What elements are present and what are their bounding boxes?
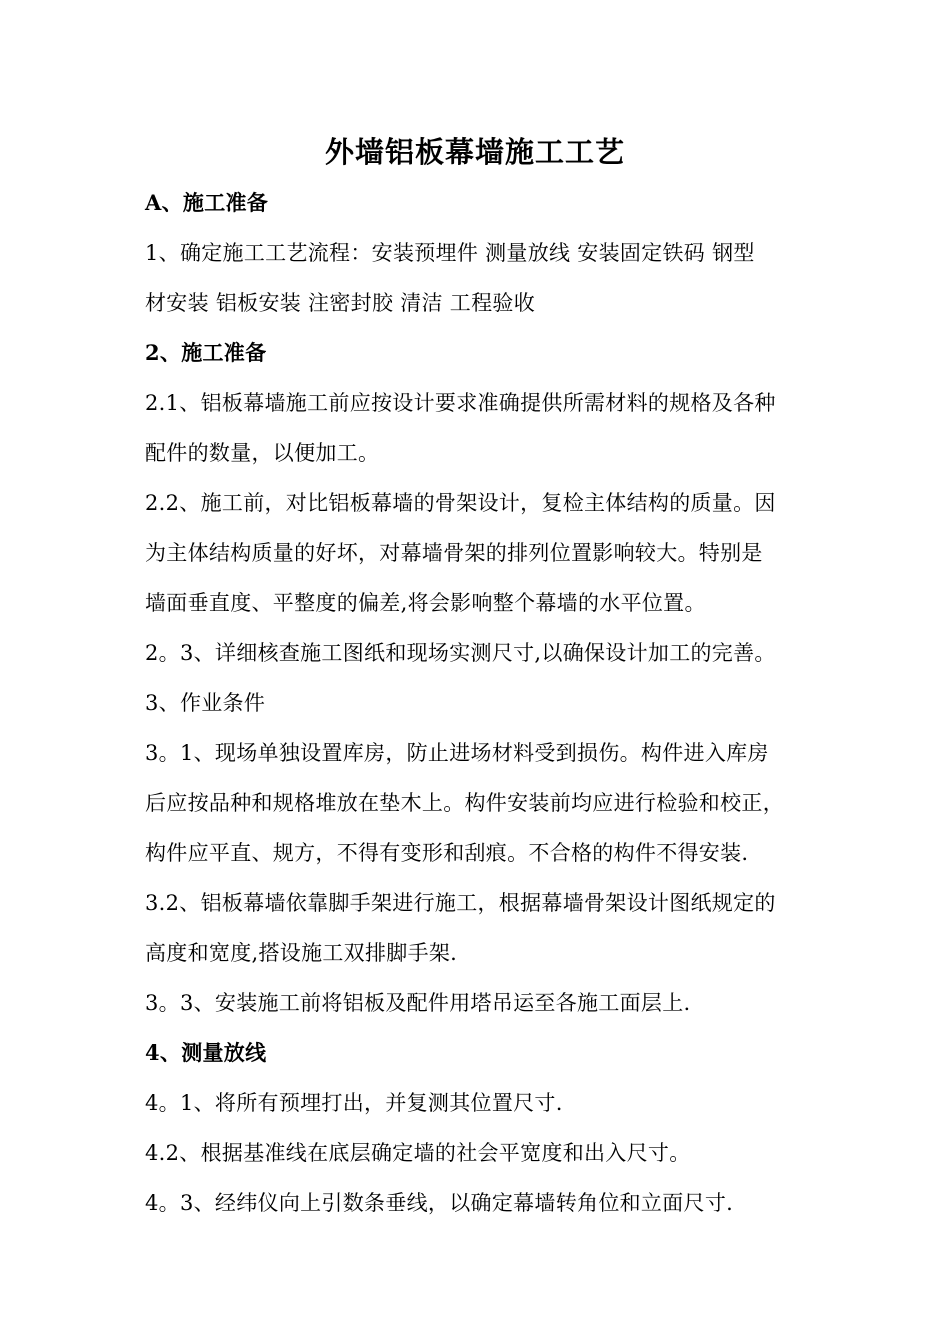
paragraph-line: 2.2、施工前，对比铝板幕墙的骨架设计，复检主体结构的质量。因 [145,491,776,515]
paragraph-line: 构件应平直、规方，不得有变形和刮痕。不合格的构件不得安装. [145,841,749,865]
paragraph-line: 2.1、铝板幕墙施工前应按设计要求准确提供所需材料的规格及各种 [145,391,776,415]
paragraph-line: 3。3、安装施工前将铝板及配件用塔吊运至各施工面层上. [145,991,691,1015]
paragraph-line: 3。1、现场单独设置库房，防止进场材料受到损伤。构件进入库房 [145,741,769,765]
paragraph-line: 材安装 铝板安装 注密封胶 清洁 工程验收 [145,291,535,315]
section-heading-2: 2、施工准备 [145,340,267,365]
paragraph-line: 高度和宽度,搭设施工双排脚手架. [145,941,458,965]
paragraph-line: 3.2、铝板幕墙依靠脚手架进行施工，根据幕墙骨架设计图纸规定的 [145,891,776,915]
section-heading-4: 4、测量放线 [145,1040,267,1065]
section-heading-a: A、施工准备 [145,190,269,215]
paragraph-line: 配件的数量，以便加工。 [145,441,380,465]
paragraph-line: 4.2、根据基准线在底层确定墙的社会平宽度和出入尺寸。 [145,1141,691,1165]
document-body [145,178,825,1228]
paragraph-line: 后应按品种和规格堆放在垫木上。构件安装前均应进行检验和校正， [145,791,784,815]
paragraph-line: 4。3、经纬仪向上引数条垂线，以确定幕墙转角位和立面尺寸. [145,1191,734,1215]
paragraph-line: 墙面垂直度、平整度的偏差,将会影响整个幕墙的水平位置。 [145,591,706,615]
paragraph-line: 1、确定施工工艺流程：安装预埋件 测量放线 安装固定铁码 钢型 [145,241,755,265]
paragraph-line: 4。1、将所有预埋打出，并复测其位置尺寸. [145,1091,563,1115]
paragraph-line: 2。3、详细核查施工图纸和现场实测尺寸,以确保设计加工的完善。 [145,641,776,665]
paragraph-line: 为主体结构质量的好坏，对幕墙骨架的排列位置影响较大。特别是 [145,541,763,565]
document-title: 外墙铝板幕墙施工工艺 [324,135,625,169]
section-heading-3: 3、作业条件 [145,691,266,715]
